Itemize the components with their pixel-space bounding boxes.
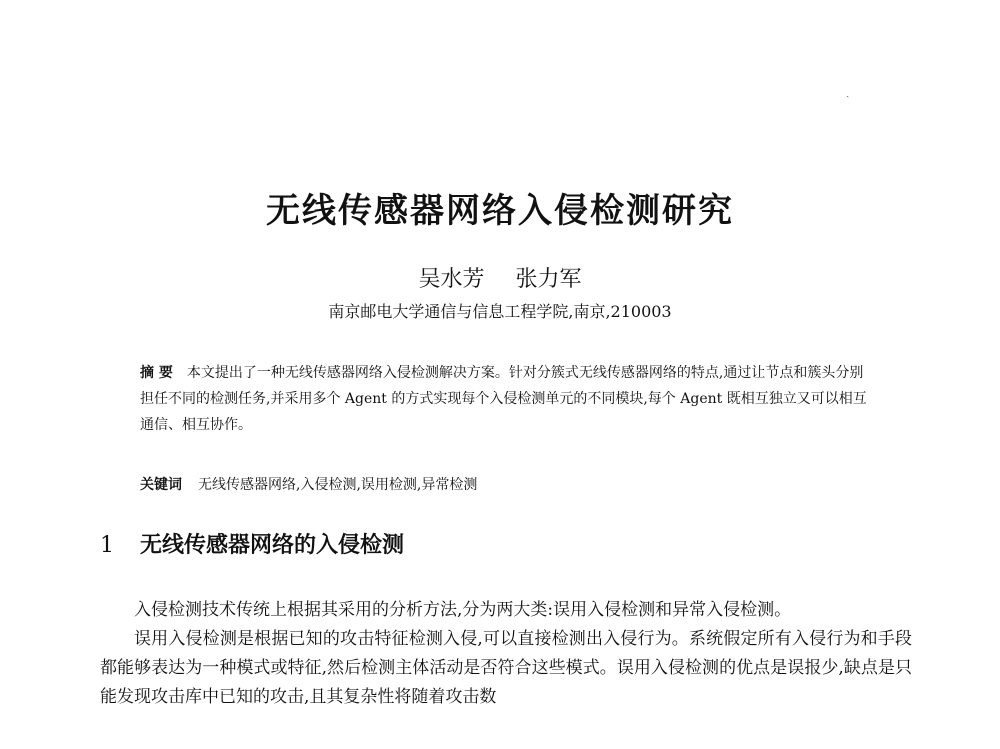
abstract-block: [140, 360, 875, 438]
body-paragraph: 误用入侵检测是根据已知的攻击特征检测入侵,可以直接检测出入侵行为。系统假定所有入侵行为和手段都能够表达为一种模式或特征,然后检测主体活动是否符合这些模式。误用入侵检测的优点是误报少,缺点是只能发现攻击库中已知的攻击,且其复杂性将随着攻击数: [100, 629, 912, 707]
keywords-label: 关键词: [140, 477, 182, 493]
paper-title: 无线传感器网络入侵检测研究: [266, 191, 734, 231]
section-title: 无线传感器网络的入侵检测: [140, 533, 405, 558]
body-paragraph: 入侵检测技术传统上根据其采用的分析方法,分为两大类:误用入侵检测和异常入侵检测。: [134, 600, 792, 620]
body-text: [100, 596, 912, 712]
section-heading: [100, 532, 404, 560]
paper-affiliation: 南京邮电大学通信与信息工程学院,南京,210003: [328, 302, 672, 321]
section-number: 1: [100, 533, 114, 558]
abstract-label: 摘 要: [140, 365, 173, 381]
keywords-block: [140, 475, 875, 495]
abstract-text: 本文提出了一种无线传感器网络入侵检测解决方案。针对分簇式无线传感器网络的特点,通过让节点和簇头分别担任不同的检测任务,并采用多个 Agent 的方式实现每个入侵检测单元的不同模块,每个 Agent 既相互独立又可以相互通信、相互协作。: [140, 365, 867, 433]
scan-speck: ˎ: [846, 87, 850, 98]
paper-authors: 吴水芳 张力军: [418, 267, 582, 292]
keywords-text: 无线传感器网络,入侵检测,误用检测,异常检测: [198, 477, 478, 493]
